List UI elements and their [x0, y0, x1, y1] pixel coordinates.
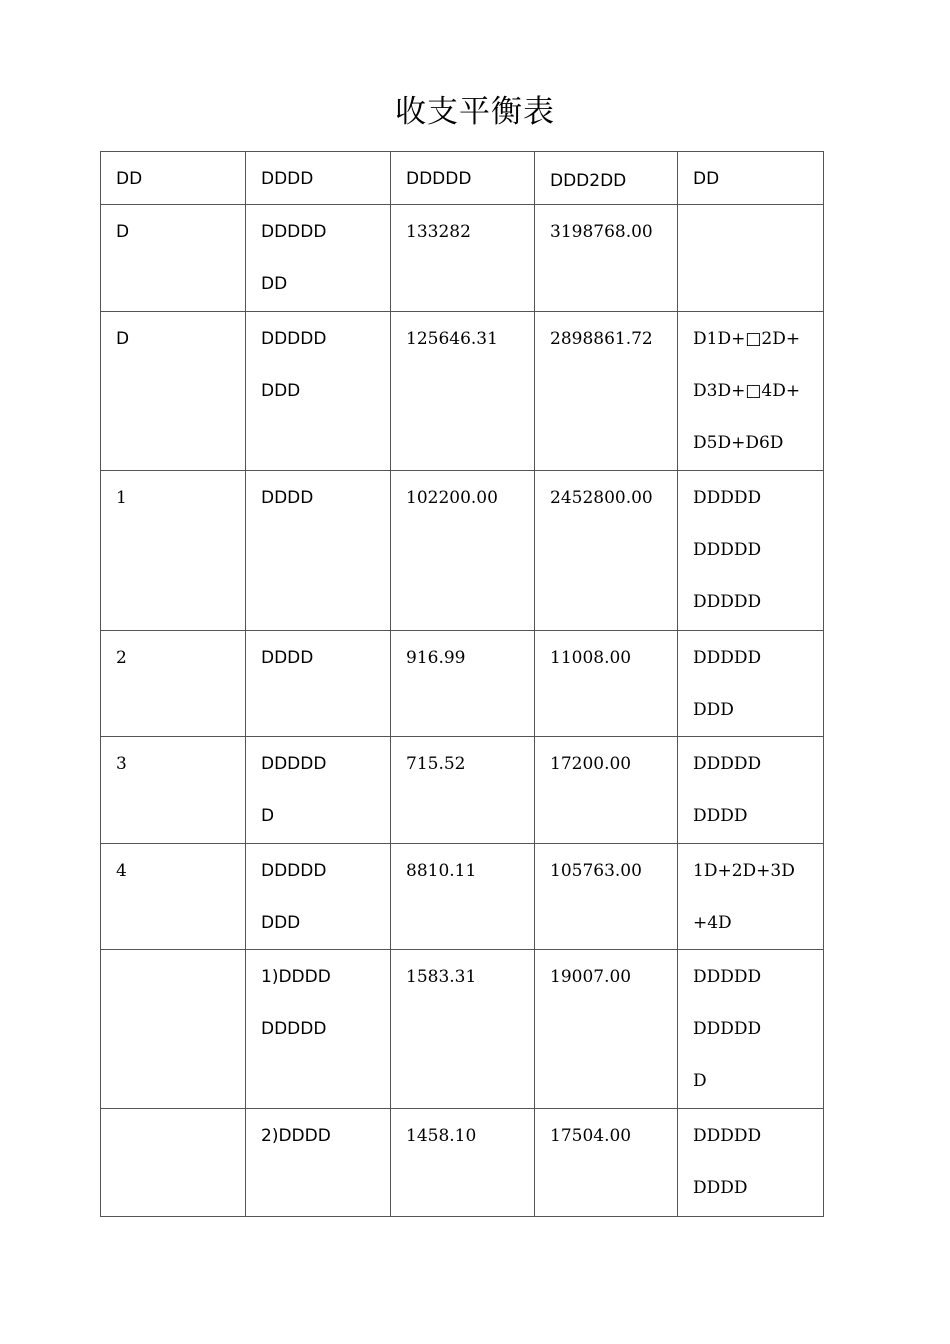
cell-text: +4D — [693, 913, 732, 933]
cell-text: D1D+□2D+ — [693, 329, 801, 349]
header-cell — [391, 152, 535, 205]
header-label: DD — [693, 169, 720, 189]
table-row — [101, 950, 824, 1109]
table-row — [101, 312, 824, 471]
cell-amount — [391, 631, 535, 737]
cell-text: 1)DDDD — [261, 967, 331, 987]
cell-text: DDDDD — [693, 1019, 762, 1039]
cell-text: 2898861.72 — [550, 329, 653, 349]
cell-note — [678, 205, 824, 312]
cell-index — [101, 844, 246, 950]
cell-text: 19007.00 — [550, 967, 632, 987]
cell-index — [101, 631, 246, 737]
cell-index — [101, 205, 246, 312]
cell-text: 1 — [116, 488, 127, 508]
cell-item — [246, 950, 391, 1109]
cell-text: DDDDD — [693, 540, 762, 560]
cell-text: 3 — [116, 754, 127, 774]
cell-text: 8810.11 — [406, 861, 477, 881]
cell-total — [535, 631, 678, 737]
cell-text: 125646.31 — [406, 329, 498, 349]
cell-text: 11008.00 — [550, 648, 632, 668]
cell-text: 17200.00 — [550, 754, 632, 774]
cell-total — [535, 844, 678, 950]
cell-text: D — [116, 222, 130, 242]
cell-total — [535, 737, 678, 844]
cell-text: DDDD — [261, 648, 314, 668]
header-cell — [101, 152, 246, 205]
cell-total — [535, 205, 678, 312]
cell-text: D — [116, 329, 130, 349]
cell-index — [101, 950, 246, 1109]
cell-amount — [391, 1109, 535, 1217]
cell-text: 17504.00 — [550, 1126, 632, 1146]
cell-text: DDD — [261, 913, 301, 933]
cell-text: 3198768.00 — [550, 222, 653, 242]
cell-index — [101, 471, 246, 631]
header-cell — [678, 152, 824, 205]
cell-text: 1D+2D+3D — [693, 861, 795, 881]
cell-text: DDDDD — [261, 1019, 327, 1039]
table-row — [101, 471, 824, 631]
cell-item — [246, 312, 391, 471]
cell-item — [246, 737, 391, 844]
cell-text: D — [261, 806, 275, 826]
cell-item — [246, 631, 391, 737]
cell-index — [101, 1109, 246, 1217]
cell-text: DDDDD — [261, 861, 327, 881]
cell-amount — [391, 205, 535, 312]
cell-text: 916.99 — [406, 648, 466, 668]
header-label: DDDDD — [406, 169, 472, 189]
cell-amount — [391, 950, 535, 1109]
cell-note — [678, 631, 824, 737]
table-row — [101, 631, 824, 737]
cell-text: 102200.00 — [406, 488, 498, 508]
table-row — [101, 205, 824, 312]
cell-amount — [391, 737, 535, 844]
page-title: 收支平衡表 — [395, 94, 555, 130]
cell-item — [246, 205, 391, 312]
cell-amount — [391, 471, 535, 631]
cell-text: DD — [261, 274, 288, 294]
cell-text: DDDDD — [693, 1126, 762, 1146]
cell-item — [246, 471, 391, 631]
cell-item — [246, 1109, 391, 1217]
cell-total — [535, 1109, 678, 1217]
cell-text: 4 — [116, 861, 127, 881]
table-header-row — [101, 152, 824, 205]
cell-text: DDDDD — [693, 488, 762, 508]
cell-text: DDDDD — [261, 754, 327, 774]
cell-amount — [391, 312, 535, 471]
cell-text: D — [693, 1071, 707, 1091]
table-row — [101, 844, 824, 950]
cell-index — [101, 737, 246, 844]
cell-text: DDDD — [693, 806, 748, 826]
cell-text: DDDDD — [693, 592, 762, 612]
header-label: DD — [116, 169, 143, 189]
balance-table — [100, 151, 824, 1217]
cell-text: DDDD — [693, 1178, 748, 1198]
cell-text: 2)DDDD — [261, 1126, 331, 1146]
header-label: DDD2DD — [550, 171, 627, 191]
table-row — [101, 737, 824, 844]
header-label: DDDD — [261, 169, 314, 189]
cell-total — [535, 312, 678, 471]
cell-total — [535, 471, 678, 631]
cell-note — [678, 312, 824, 471]
cell-text: 2 — [116, 648, 127, 668]
cell-text: 133282 — [406, 222, 471, 242]
cell-text: DDD — [693, 700, 734, 720]
cell-text: DDDD — [261, 488, 314, 508]
header-cell — [535, 152, 678, 205]
cell-text: 1583.31 — [406, 967, 477, 987]
cell-text: DDDDD — [261, 329, 327, 349]
header-cell — [246, 152, 391, 205]
cell-amount — [391, 844, 535, 950]
cell-note — [678, 1109, 824, 1217]
cell-note — [678, 737, 824, 844]
cell-text: DDDDD — [693, 754, 762, 774]
cell-text: DDDDD — [693, 967, 762, 987]
cell-note — [678, 471, 824, 631]
cell-text: D5D+D6D — [693, 433, 784, 453]
cell-item — [246, 844, 391, 950]
cell-note — [678, 950, 824, 1109]
cell-text: DDDDD — [693, 648, 762, 668]
cell-text: 1458.10 — [406, 1126, 477, 1146]
cell-text: DDD — [261, 381, 301, 401]
cell-total — [535, 950, 678, 1109]
cell-text: 105763.00 — [550, 861, 642, 881]
cell-index — [101, 312, 246, 471]
cell-text: D3D+□4D+ — [693, 381, 801, 401]
cell-note — [678, 844, 824, 950]
table-row — [101, 1109, 824, 1217]
cell-text: 715.52 — [406, 754, 466, 774]
cell-text: DDDDD — [261, 222, 327, 242]
cell-text: 2452800.00 — [550, 488, 653, 508]
